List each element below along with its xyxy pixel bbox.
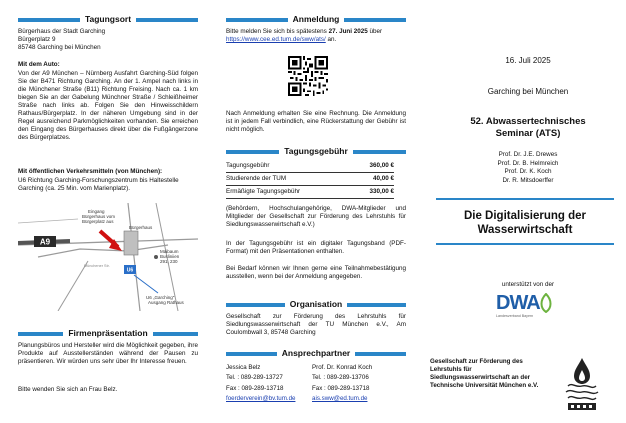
dwa-subtitle: Landesverband Bayern bbox=[496, 314, 534, 318]
certificate-note: Bei Bedarf können wir Ihnen gerne eine Teilnahmebestätigung ausstellen, wenn bei der Anmeldung angegeben. bbox=[226, 265, 406, 280]
exhibit-heading: Firmenpräsentation bbox=[18, 328, 198, 339]
exhibit-text: Planungsbüros und Hersteller wird die Möglichkeit gegeben, ihre Produkte auf Ausstellerständen während der Pausen zu präsentieren. Wir würden uns sehr über Ihr Interesse freuen. bbox=[18, 342, 198, 365]
organisation-text: Gesellschaft zur Förderung des Lehrstuhls für Siedlungswasserwirtschaft der TU München e.V., Am Coulombwall 3, 85748 Garching bbox=[226, 313, 406, 336]
venue-heading: Tagungsort bbox=[18, 14, 198, 25]
organizer-name: Dr. R. Mitsdoerffer bbox=[502, 176, 554, 184]
fee-row: Ermäßigte Tagungsgebühr 330,00 € bbox=[226, 186, 394, 199]
society-emblem-icon bbox=[562, 356, 602, 412]
transit-title: Mit öffentlichen Verkehrsmitteln (von München): bbox=[18, 168, 163, 175]
seminar-title: 52. Abwassertechnisches Seminar (ATS) bbox=[470, 116, 586, 139]
digital-proceedings-note: In der Tagungsgebühr ist ein digitaler Tagungsband (PDF-Format) mit den Präsentationen enthalten. bbox=[226, 240, 406, 255]
dwa-logo-text: DWA bbox=[496, 292, 540, 314]
contact-name: Jessica Belz bbox=[226, 364, 261, 371]
contact-email-link[interactable]: foerderverein@bv.tum.de bbox=[226, 394, 296, 402]
registration-deadline: 27. Juni 2025 bbox=[328, 28, 368, 35]
highway-label: A9 bbox=[39, 237, 51, 247]
organizer-name: Prof. Dr. J.E. Drewes bbox=[498, 151, 558, 158]
event-place: Garching bei München bbox=[487, 87, 569, 96]
fees-heading: Tagungsgebühr bbox=[226, 146, 406, 157]
entrance-label: Eingang Bürgerhaus vom Bürgerplatz aus bbox=[82, 209, 116, 224]
organisation-heading: Organisation bbox=[226, 299, 406, 310]
organizer-list bbox=[440, 151, 616, 185]
fee-row: Studierende der TUM 40,00 € bbox=[226, 173, 394, 186]
registration-heading: Anmeldung bbox=[226, 14, 406, 25]
car-title: Mit dem Auto: bbox=[18, 61, 60, 68]
contact-name: Prof. Dr. Konrad Koch bbox=[312, 364, 373, 371]
reduced-fee-note: (Behördern, Hochschulangehörige, DWA-Mitglieder und Mitglieder der Gesellschaft zur Förderung des Lehrstuhls für Siedlungswasserwirtschaft e.V.) bbox=[226, 205, 406, 228]
venue-line-2: Bürgerplatz 9 bbox=[18, 36, 56, 43]
organizer-name: Prof. Dr. B. Helmreich bbox=[497, 159, 559, 167]
exhibit-contact: Bitte wenden Sie sich an Frau Belz. bbox=[18, 386, 118, 393]
maibaum-label: Maibaum Busliniien 291, 230 bbox=[160, 249, 180, 264]
contacts-heading: Ansprechpartner bbox=[226, 348, 406, 359]
contact-fax: Fax : 089-289-13718 bbox=[312, 384, 370, 392]
hall-label: Bürgerhaus bbox=[129, 225, 153, 230]
car-directions: Von der A9 München – Nürnberg Ausfahrt Garching-Süd folgen Sie der B471 Richtung Garching. An der 1. Ampel nach links in die Münchener Straße (B11) Richtung Freising. Nach ca. 1 km biegen Sie an der Gabelung Münchner Straße / Schleißheimer Straße nach links ab. Folgen Sie den Hinweisschildern Rathaus/Bürgerplatz. In der näheren Umgebung sind in der Regel ausreichend Parkmöglichkeiten vorhanden. Sie erreichen den Eingang des Bürgerhauses direkt über die Fußgängerzone des Bürgerplatzes. bbox=[18, 70, 198, 141]
fee-row: Tagungsgebühr 360,00 € bbox=[226, 160, 394, 173]
venue-address bbox=[18, 28, 198, 52]
u6-exit-label: U6 „Garching" Ausgang Rathaus bbox=[146, 295, 184, 305]
venue-line-3: 85748 Garching bei München bbox=[18, 44, 101, 51]
contact-phone: Tel. : 089-289-13727 bbox=[226, 374, 283, 382]
venue-line-1: Bürgerhaus der Stadt Garching bbox=[18, 28, 106, 35]
registration-note: Nach Anmeldung erhalten Sie eine Rechnung. Die Anmeldung ist in jedem Fall verbindlich, eine Rückerstattung der Gebühr ist nicht möglich. bbox=[226, 110, 406, 133]
location-map bbox=[18, 203, 198, 311]
supported-by: unterstützt von der bbox=[501, 281, 555, 288]
dwa-leaf-icon bbox=[538, 293, 554, 313]
contact-fax: Fax : 089-289-13718 bbox=[226, 384, 284, 392]
organizer-name: Prof. Dr. K. Koch bbox=[504, 168, 552, 175]
svg-text:Münchener Str.: Münchener Str. bbox=[84, 264, 110, 268]
contacts-grid bbox=[226, 363, 402, 404]
contact-phone: Tel. : 089-289-13706 bbox=[312, 374, 369, 382]
registration-link[interactable]: https://www.cee.ed.tum.de/sww/ats/ bbox=[226, 36, 326, 43]
event-date: 16. Juli 2025 bbox=[505, 56, 551, 65]
fee-table bbox=[226, 160, 394, 199]
society-name: Gesellschaft zur Förderung des Lehrstuhls für Siedlungswasserwirtschaft an der Technische Universität München e.V. bbox=[430, 358, 539, 389]
title-top-rule bbox=[436, 198, 614, 200]
transit-directions: U6 Richtung Garching-Forschungszentrum bis Haltestelle Garching (ca. 25 Min. vom Marienplatz). bbox=[18, 177, 179, 192]
registration-text: Bitte melden Sie sich bis spätestens 27. Juni 2025 über https://www.cee.ed.tum.de/sww/ats/ an. bbox=[226, 28, 383, 43]
title-bottom-rule bbox=[436, 243, 614, 245]
contact-email-link[interactable]: ais.sww@ed.tum.de bbox=[312, 394, 368, 402]
dwa-logo bbox=[496, 292, 560, 322]
main-title: Die Digitalisierung der Wasserwirtschaft bbox=[463, 210, 587, 236]
qr-code[interactable] bbox=[288, 56, 328, 96]
u6-label: U6 bbox=[126, 267, 134, 274]
